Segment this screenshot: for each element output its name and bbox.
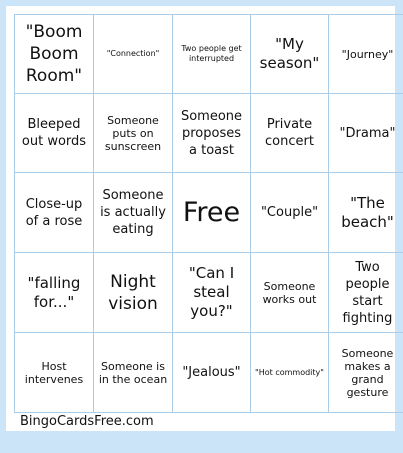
bingo-cell-r4c4[interactable]: Someone works out <box>251 253 329 333</box>
bingo-cell-r2c2[interactable]: Someone puts on sunscreen <box>94 94 173 173</box>
bingo-cell-r5c5[interactable]: Someone makes a grand gesture <box>329 333 403 413</box>
bingo-cell-r1c5[interactable]: "Journey" <box>329 15 403 94</box>
bingo-cell-r5c3[interactable]: "Jealous" <box>173 333 251 413</box>
bingo-cell-r2c1[interactable]: Bleeped out words <box>15 94 94 173</box>
bingo-cell-r4c2[interactable]: Night vision <box>94 253 173 333</box>
bingo-cell-r1c2[interactable]: "Connection" <box>94 15 173 94</box>
bingo-cell-r5c1[interactable]: Host intervenes <box>15 333 94 413</box>
bingo-cell-r2c4[interactable]: Private concert <box>251 94 329 173</box>
bingo-cell-r3c1[interactable]: Close-up of a rose <box>15 173 94 253</box>
bingo-cell-r5c4[interactable]: "Hot commodity" <box>251 333 329 413</box>
bingo-grid <box>14 14 403 413</box>
bingo-cell-r2c5[interactable]: "Drama" <box>329 94 403 173</box>
bingo-cell-r3c4[interactable]: "Couple" <box>251 173 329 253</box>
bingo-cell-r5c2[interactable]: Someone is in the ocean <box>94 333 173 413</box>
bingo-cell-r1c4[interactable]: "My season" <box>251 15 329 94</box>
bingo-cell-r3c5[interactable]: "The beach" <box>329 173 403 253</box>
bingo-cell-r1c3[interactable]: Two people get interrupted <box>173 15 251 94</box>
bingo-cell-r1c1[interactable]: "Boom Boom Room" <box>15 15 94 94</box>
bingo-cell-r4c5[interactable]: Two people start fighting <box>329 253 403 333</box>
bingo-cell-r3c2[interactable]: Someone is actually eating <box>94 173 173 253</box>
bingo-card <box>6 6 395 431</box>
site-credit: BingoCardsFree.com <box>20 414 154 429</box>
bingo-cell-free[interactable]: Free <box>173 173 251 253</box>
bingo-cell-r4c3[interactable]: "Can I steal you?" <box>173 253 251 333</box>
bingo-cell-r2c3[interactable]: Someone proposes a toast <box>173 94 251 173</box>
bingo-cell-r4c1[interactable]: "falling for..." <box>15 253 94 333</box>
